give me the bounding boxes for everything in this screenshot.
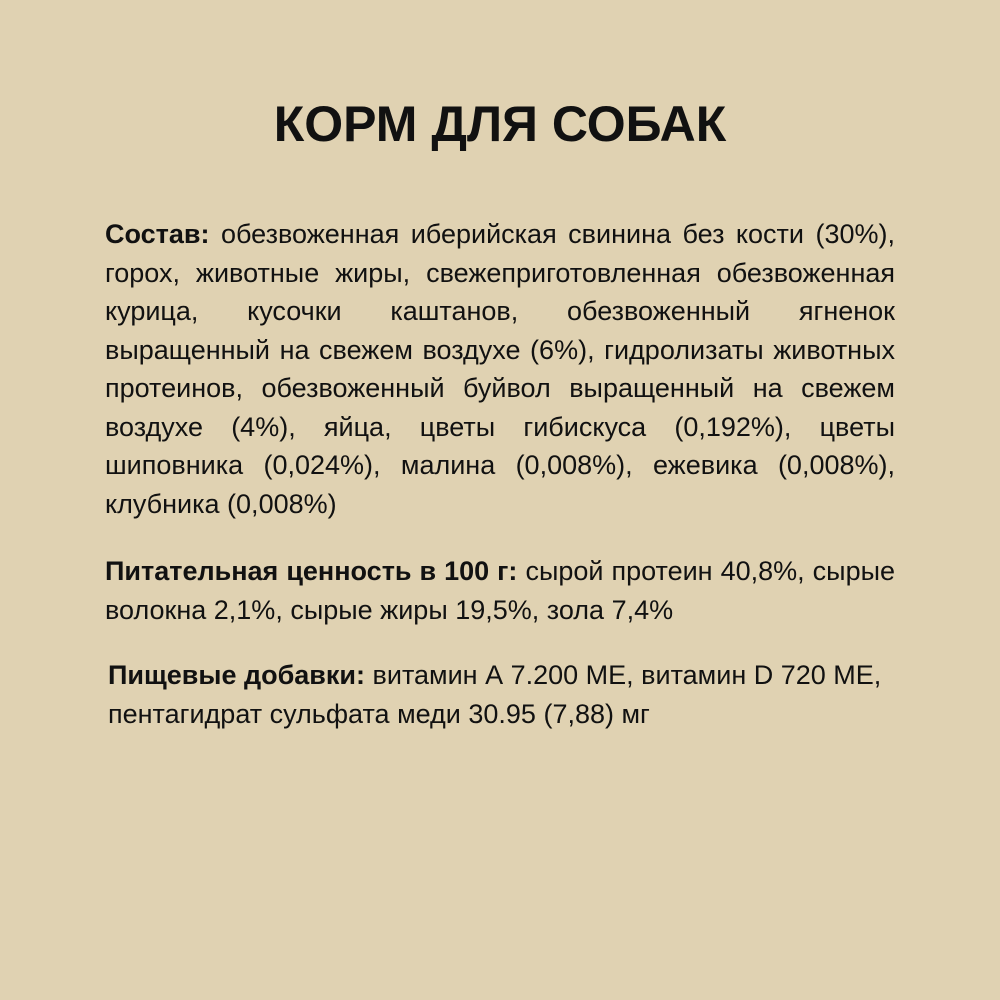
composition-paragraph [105, 215, 895, 523]
composition-text: обезвоженная иберийская свинина без кости (30%), горох, животные жиры, свежеприготовленная обезвоженная курица, кусочки каштанов, обезвоженный ягненок выращенный на свежем воздухе (6%), гидролизаты животных протеинов, обезвоженный буйвол выращенный на свежем воздухе (4%), яйца, цветы гибискуса (0,192%), цветы шиповника (0,024%), малина (0,008%), ежевика (0,008%), клубника (0,008%) [105, 219, 895, 519]
additives-label: Пищевые добавки: [108, 660, 366, 690]
nutrition-text: сырой протеин 40,8%, сырые волокна 2,1%, сырые жиры 19,5%, зола 7,4% [105, 556, 896, 625]
additives-paragraph [108, 656, 908, 733]
nutrition-paragraph [105, 552, 895, 629]
composition-label: Состав: [105, 219, 210, 249]
additives-text: витамин А 7.200 МЕ, витамин D 720 МЕ, пентагидрат сульфата меди 30.95 (7,88) мг [108, 660, 882, 729]
nutrition-label: Питательная ценность в 100 г: [105, 556, 518, 586]
page-title: КОРМ ДЛЯ СОБАК [273, 96, 727, 152]
